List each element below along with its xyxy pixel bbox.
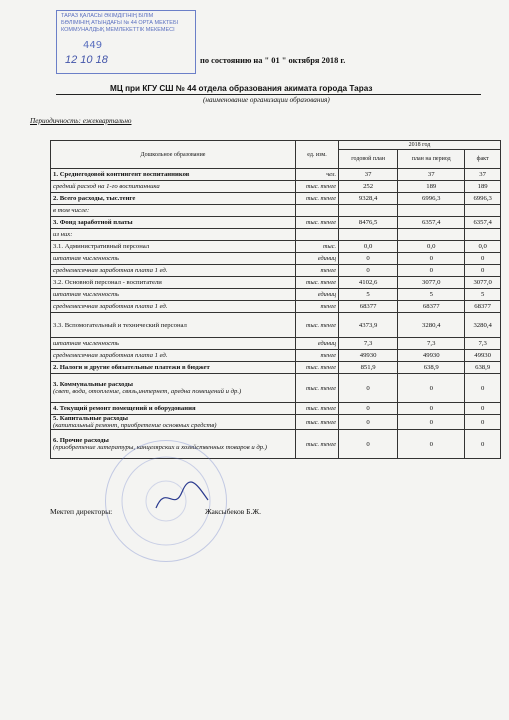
plan-year-value: 0 — [339, 403, 398, 415]
row-name — [51, 169, 296, 181]
row-name — [51, 338, 296, 350]
row-unit: единиц — [296, 338, 339, 350]
row-unit: тыс. тенге — [296, 181, 339, 193]
plan-period-value: 6996,3 — [398, 193, 465, 205]
row-title: среднемесячная заработная плата 1 ед. — [53, 267, 168, 274]
row-name — [51, 350, 296, 362]
row-unit: единиц — [296, 253, 339, 265]
plan-year-value: 851,9 — [339, 362, 398, 374]
fact-value: 189 — [465, 181, 501, 193]
row-unit: тыс. — [296, 241, 339, 253]
table-row — [51, 430, 501, 459]
plan-period-value: 0,0 — [398, 241, 465, 253]
plan-year-value — [339, 229, 398, 241]
fact-value: 0 — [465, 374, 501, 403]
row-unit — [296, 229, 339, 241]
row-unit: тенге — [296, 265, 339, 277]
plan-period-value: 5 — [398, 289, 465, 301]
table-row — [51, 350, 501, 362]
plan-year-value: 0 — [339, 430, 398, 459]
col-unit: ед. изм. — [296, 141, 339, 169]
row-title: 2. Налоги и другие обязательные платежи в бюджет — [53, 364, 210, 371]
plan-year-value: 9328,4 — [339, 193, 398, 205]
row-title: штатная численность — [53, 340, 119, 347]
plan-year-value: 37 — [339, 169, 398, 181]
row-name — [51, 403, 296, 415]
fact-value: 68377 — [465, 301, 501, 313]
row-name — [51, 301, 296, 313]
row-title: 4. Текущий ремонт помещений и оборудования — [53, 405, 196, 412]
plan-year-value: 0 — [339, 415, 398, 430]
plan-period-value: 68377 — [398, 301, 465, 313]
plan-year-value: 49930 — [339, 350, 398, 362]
row-title: из них: — [53, 231, 73, 238]
row-subtitle: (приобретение литературы, канцелярских и хозяйственных товаров и др.) — [53, 444, 267, 451]
plan-period-value — [398, 205, 465, 217]
divider — [56, 94, 481, 95]
registration-stamp — [56, 10, 196, 74]
row-name — [51, 217, 296, 229]
plan-year-value: 7,3 — [339, 338, 398, 350]
row-title: штатная численность — [53, 291, 119, 298]
row-title: 5. Капитальные расходы — [53, 415, 128, 422]
plan-year-value: 0 — [339, 374, 398, 403]
plan-period-value: 638,9 — [398, 362, 465, 374]
fact-value — [465, 205, 501, 217]
fact-value: 37 — [465, 169, 501, 181]
plan-period-value: 0 — [398, 374, 465, 403]
row-name — [51, 374, 296, 403]
col-plan-period: план на период — [398, 150, 465, 169]
table-row — [51, 338, 501, 350]
plan-period-value: 37 — [398, 169, 465, 181]
table-row — [51, 253, 501, 265]
organization-caption: (наименование организации образования) — [203, 96, 330, 104]
plan-year-value: 0 — [339, 265, 398, 277]
plan-year-value — [339, 205, 398, 217]
plan-period-value: 49930 — [398, 350, 465, 362]
stamp-date: 12 10 18 — [65, 54, 108, 66]
row-title: 3.3. Вспомогательный и технический персонал — [53, 321, 187, 329]
budget-table — [50, 140, 501, 459]
row-name — [51, 241, 296, 253]
row-name — [51, 362, 296, 374]
plan-year-value: 68377 — [339, 301, 398, 313]
fact-value: 3280,4 — [465, 313, 501, 338]
table-row — [51, 181, 501, 193]
table-row — [51, 301, 501, 313]
row-unit: тыс. тенге — [296, 430, 339, 459]
row-name — [51, 265, 296, 277]
row-unit: тенге — [296, 350, 339, 362]
fact-value: 0 — [465, 253, 501, 265]
row-name — [51, 313, 296, 338]
row-title: в том числе: — [53, 207, 90, 214]
fact-value: 0 — [465, 265, 501, 277]
plan-period-value: 0 — [398, 430, 465, 459]
row-unit: тыс. тенге — [296, 313, 339, 338]
table-row — [51, 217, 501, 229]
plan-period-value: 3077,0 — [398, 277, 465, 289]
table-row — [51, 374, 501, 403]
table-row — [51, 169, 501, 181]
plan-year-value: 252 — [339, 181, 398, 193]
col-plan-year: годовой план — [339, 150, 398, 169]
plan-period-value: 3280,4 — [398, 313, 465, 338]
fact-value — [465, 229, 501, 241]
director-label: Мектеп директоры: — [50, 507, 113, 516]
plan-year-value: 8476,5 — [339, 217, 398, 229]
table-row — [51, 265, 501, 277]
plan-period-value: 0 — [398, 253, 465, 265]
plan-year-value: 5 — [339, 289, 398, 301]
plan-period-value: 189 — [398, 181, 465, 193]
fact-value: 3077,0 — [465, 277, 501, 289]
row-title: 3.2. Основной персонал - воспитатели — [53, 279, 162, 286]
row-title: 3. Коммунальные расходы — [53, 381, 133, 388]
row-unit: тенге — [296, 301, 339, 313]
row-name — [51, 205, 296, 217]
col-fact: факт — [465, 150, 501, 169]
fact-value: 638,9 — [465, 362, 501, 374]
row-title: средний расход на 1-го воспитанника — [53, 183, 160, 190]
stamp-number: 449 — [83, 40, 103, 51]
fact-value: 0,0 — [465, 241, 501, 253]
row-name — [51, 415, 296, 430]
row-title: среднемесячная заработная плата 1 ед. — [53, 352, 168, 359]
fact-value: 0 — [465, 403, 501, 415]
col-year: 2018 год — [339, 141, 501, 150]
table-row — [51, 241, 501, 253]
plan-year-value: 0 — [339, 253, 398, 265]
plan-period-value: 0 — [398, 265, 465, 277]
stamp-line: БӨЛІМІНІҢ АТЫНДАҒЫ № 44 ОРТА МЕКТЕБІ — [61, 20, 179, 26]
table-row — [51, 277, 501, 289]
row-title: 1. Среднегодовой контингент воспитанников — [53, 171, 190, 178]
col-title: Дошкольное образование — [51, 141, 296, 169]
row-unit: тыс. тенге — [296, 277, 339, 289]
plan-period-value — [398, 229, 465, 241]
row-name — [51, 289, 296, 301]
row-unit: тыс. тенге — [296, 362, 339, 374]
row-unit: тыс. тенге — [296, 193, 339, 205]
table-row — [51, 205, 501, 217]
row-subtitle: (свет, вода, отопление, связь,интернет, аредна помещений и др.) — [53, 388, 242, 395]
row-unit: чел. — [296, 169, 339, 181]
periodicity: Периодичность: ежеквартально — [30, 117, 132, 125]
plan-period-value: 6357,4 — [398, 217, 465, 229]
plan-period-value: 7,3 — [398, 338, 465, 350]
fact-value: 0 — [465, 415, 501, 430]
table-row — [51, 362, 501, 374]
table-row — [51, 193, 501, 205]
row-title: 2. Всего расходы, тыс.тенге — [53, 195, 136, 202]
row-title: 3. Фонд заработной платы — [53, 219, 133, 226]
row-unit — [296, 205, 339, 217]
table-row — [51, 313, 501, 338]
fact-value: 0 — [465, 430, 501, 459]
row-unit: тыс. тенге — [296, 415, 339, 430]
row-name — [51, 181, 296, 193]
table-row — [51, 415, 501, 430]
fact-value: 49930 — [465, 350, 501, 362]
row-title: среднемесячная заработная плата 1 ед. — [53, 303, 168, 310]
director-signature — [152, 478, 212, 518]
plan-period-value: 0 — [398, 403, 465, 415]
fact-value: 6996,3 — [465, 193, 501, 205]
stamp-line: КОММУНАЛДЫҚ МЕМЛЕКЕТТІК МЕКЕМЕСІ — [61, 27, 175, 33]
row-unit: единиц — [296, 289, 339, 301]
table-row — [51, 403, 501, 415]
row-name — [51, 229, 296, 241]
plan-year-value: 4102,6 — [339, 277, 398, 289]
report-date: по состоянию на " 01 " октября 2018 г. — [200, 56, 346, 65]
row-unit: тыс. тенге — [296, 403, 339, 415]
row-subtitle: (капитальный ремонт, приобретение основных средств) — [53, 422, 217, 429]
row-title: 6. Прочие расходы — [53, 437, 109, 444]
row-title: штатная численность — [53, 255, 119, 262]
table-row — [51, 229, 501, 241]
plan-year-value: 0,0 — [339, 241, 398, 253]
organization-name: МЦ при КГУ СШ № 44 отдела образования акимата города Тараз — [110, 84, 373, 93]
plan-period-value: 0 — [398, 415, 465, 430]
row-name — [51, 277, 296, 289]
fact-value: 7,3 — [465, 338, 501, 350]
table-row — [51, 289, 501, 301]
fact-value: 6357,4 — [465, 217, 501, 229]
director-name: Жаксыбеков Б.Ж. — [205, 507, 261, 516]
row-name — [51, 193, 296, 205]
row-unit: тыс. тенге — [296, 374, 339, 403]
plan-year-value: 4373,9 — [339, 313, 398, 338]
stamp-line: ТАРАЗ ҚАЛАСЫ ӘКІМДІГІНІҢ БІЛІМ — [61, 13, 154, 19]
row-name — [51, 253, 296, 265]
row-unit: тыс. тенге — [296, 217, 339, 229]
fact-value: 5 — [465, 289, 501, 301]
row-title: 3.1. Административный персонал — [53, 243, 150, 250]
